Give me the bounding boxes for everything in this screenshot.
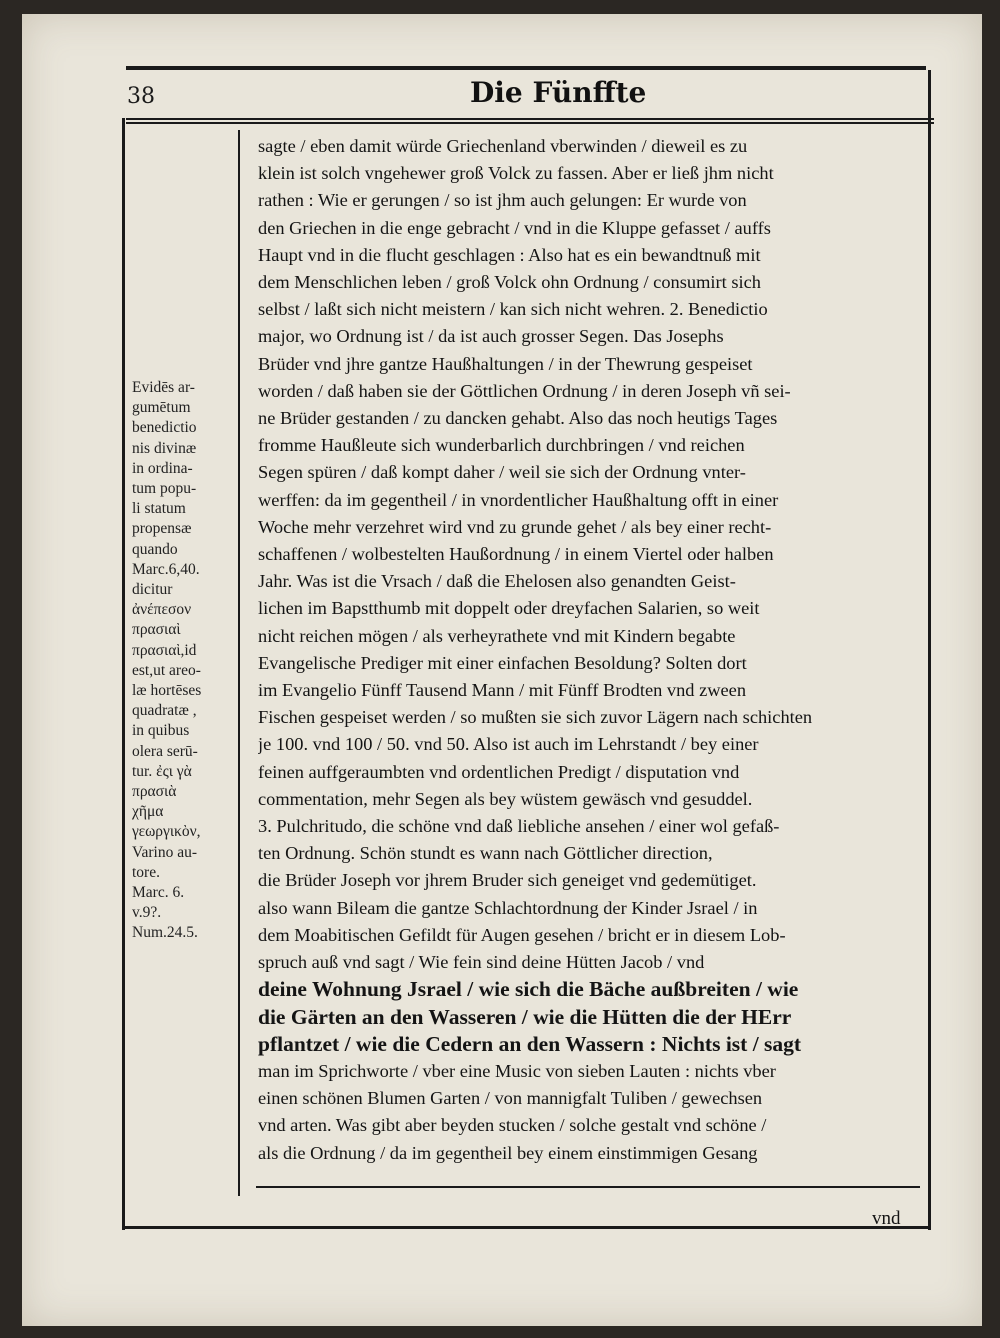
margin-note-line: quadratæ , [132,702,197,720]
body-text [258,133,930,1167]
text-line: worden / daß haben sie der Göttlichen Ordnung / in deren Joseph vñ sei- [258,380,791,401]
text-line: major, wo Ordnung ist / da ist auch grosser Segen. Das Josephs [258,326,724,347]
margin-note-line: gumētum [132,399,191,417]
text-line: selbst / laßt sich nicht meistern / kan sich nicht wehren. 2. Benedictio [258,299,768,320]
text-line: Woche mehr verzehret wird vnd zu grunde gehet / als bey einer recht- [258,516,772,537]
text-line: dem Menschlichen leben / groß Volck ohn Ordnung / consumirt sich [258,272,761,293]
text-line: vnd arten. Was gibt aber beyden stucken / solche gestalt vnd schöne / [258,1115,767,1136]
text-line: lichen im Bapstthumb mit doppelt oder dreyfachen Salarien, so weit [258,598,760,619]
margin-note-line: Varino au- [132,843,197,861]
margin-note-line: tur. ἐςι γὰ [132,762,192,780]
text-line: sagte / eben damit würde Griechenland vberwinden / dieweil es zu [258,136,748,156]
margin-note-line: tum popu- [132,480,197,498]
text-line: Jahr. Was ist die Vrsach / daß die Ehelosen also genandten Geist- [258,571,736,592]
text-line: fromme Haußleute sich wunderbarlich durchbringen / vnd reichen [258,435,745,456]
text-line: ten Ordnung. Schön stundt es wann nach Göttlicher direction, [258,843,713,864]
margin-note-line: tore. [132,863,160,881]
text-line: feinen auffgeraumbten vnd ordentlichen Predigt / disputation vnd [258,761,740,782]
margin-note-line: Num.24.5. [132,924,198,942]
text-line: nicht reichen mögen / als verheyrathete vnd mit Kindern begabte [258,625,736,646]
margin-note-line: ἀνέπεσον [132,601,192,619]
text-line: ne Brüder gestanden / zu dancken gehabt. Also das noch heutigs Tages [258,408,778,429]
text-line: spruch auß vnd sagt / Wie fein sind deine Hütten Jacob / vnd [258,952,705,973]
margin-note-line: πρασιαὶ [132,621,181,639]
text-bottom-rule [256,1186,920,1188]
margin-note-line: γεωργικὸν, [132,823,201,841]
text-line: im Evangelio Fünff Tausend Mann / mit Fünff Brodten vnd zween [258,680,747,701]
margin-notes [132,378,232,944]
column-divider-rule [238,130,240,1196]
text-line: Fischen gespeiset werden / so mußten sie sich zuvor Lägern nach schichten [258,707,813,728]
margin-note-line: χῆμα [132,803,164,821]
margin-note-line: dicitur [132,581,173,599]
margin-note-line: Marc.6,40. [132,560,200,578]
header-rule [126,118,934,120]
bottom-frame-rule [124,1226,930,1229]
margin-note-line: olera serū- [132,742,198,760]
text-line: man im Sprichworte / vber eine Music von sieben Lauten : nichts vber [258,1060,776,1081]
running-head: Die Fünffte [470,76,647,109]
text-line: 3. Pulchritudo, die schöne vnd daß liebliche ansehen / einer wol gefaß- [258,816,780,837]
text-line: Evangelische Prediger mit einer einfachen Besoldung? Solten dort [258,652,747,673]
text-line: also wann Bileam die gantze Schlachtordnung der Kinder Jsrael / in [258,897,758,918]
margin-note-line: πρασιὰ [132,783,177,801]
header-rule-2 [126,122,934,124]
text-line: rathen : Wie er gerungen / so ist jhm auch gelungen: Er wurde von [258,190,747,211]
text-line: den Griechen in die enge gebracht / vnd in die Kluppe gefasset / auffs [258,217,771,238]
text-line-emphasis: deine Wohnung Jsrael / wie sich die Bäche außbreiten / wie [258,977,799,1002]
margin-note-line: v.9?. [132,904,162,922]
margin-note-line: in ordina- [132,459,193,477]
text-line: commentation, mehr Segen als bey wüstem gewäsch vnd gesuddel. [258,788,753,809]
text-line: Segen spüren / daß kompt daher / weil sie sich der Ordnung vnter- [258,462,746,483]
text-line: dem Moabitischen Gefildt für Augen gesehen / bricht er in diesem Lob- [258,924,786,945]
text-line: Brüder vnd jhre gantze Haußhaltungen / in der Thewrung gespeiset [258,353,753,374]
text-line: die Brüder Joseph vor jhrem Bruder sich geneiget vnd gedemütiget. [258,870,757,891]
text-line-emphasis: pflantzet / wie die Cedern an den Wassern : Nichts ist / sagt [258,1031,802,1056]
text-line: Haupt vnd in die flucht geschlagen : Also hat es ein bewandtnuß mit [258,244,761,265]
margin-note-line: πρασιαὶ,id [132,641,197,659]
margin-note-line: benedictio [132,419,197,437]
page-number: 38 [127,84,155,109]
text-line-emphasis: die Gärten an den Wasseren / wie die Hütten die der HErr [258,1004,792,1029]
margin-note-line: quando [132,540,178,558]
text-line: schaffenen / wolbestelten Haußordnung / in einem Viertel oder halben [258,544,774,565]
catchword: vnd [872,1208,901,1229]
margin-note-line: Evidēs ar- [132,379,195,396]
margin-note-line: li statum [132,500,186,518]
margin-note-line: læ hortēses [132,682,202,700]
text-line: je 100. vnd 100 / 50. vnd 50. Also ist auch im Lehrstandt / bey einer [258,734,759,755]
left-frame-rule [122,118,125,1230]
text-line: einen schönen Blumen Garten / von mannigfalt Tuliben / gewechsen [258,1088,763,1109]
margin-note-line: nis divinæ [132,439,197,457]
margin-note-line: propensæ [132,520,192,538]
margin-note-line: Marc. 6. [132,884,185,902]
margin-note-line: est,ut areo- [132,661,201,679]
text-line: klein ist solch vngehewer groß Volck zu fassen. Aber er ließ jhm nicht [258,163,774,184]
margin-note-line: in quibus [132,722,190,740]
text-line: werffen: da im gegentheil / in vnordentlicher Haußhaltung offt in einer [258,489,779,510]
text-line: als die Ordnung / da im gegentheil bey einem einstimmigen Gesang [258,1142,758,1163]
top-rule [126,66,926,70]
